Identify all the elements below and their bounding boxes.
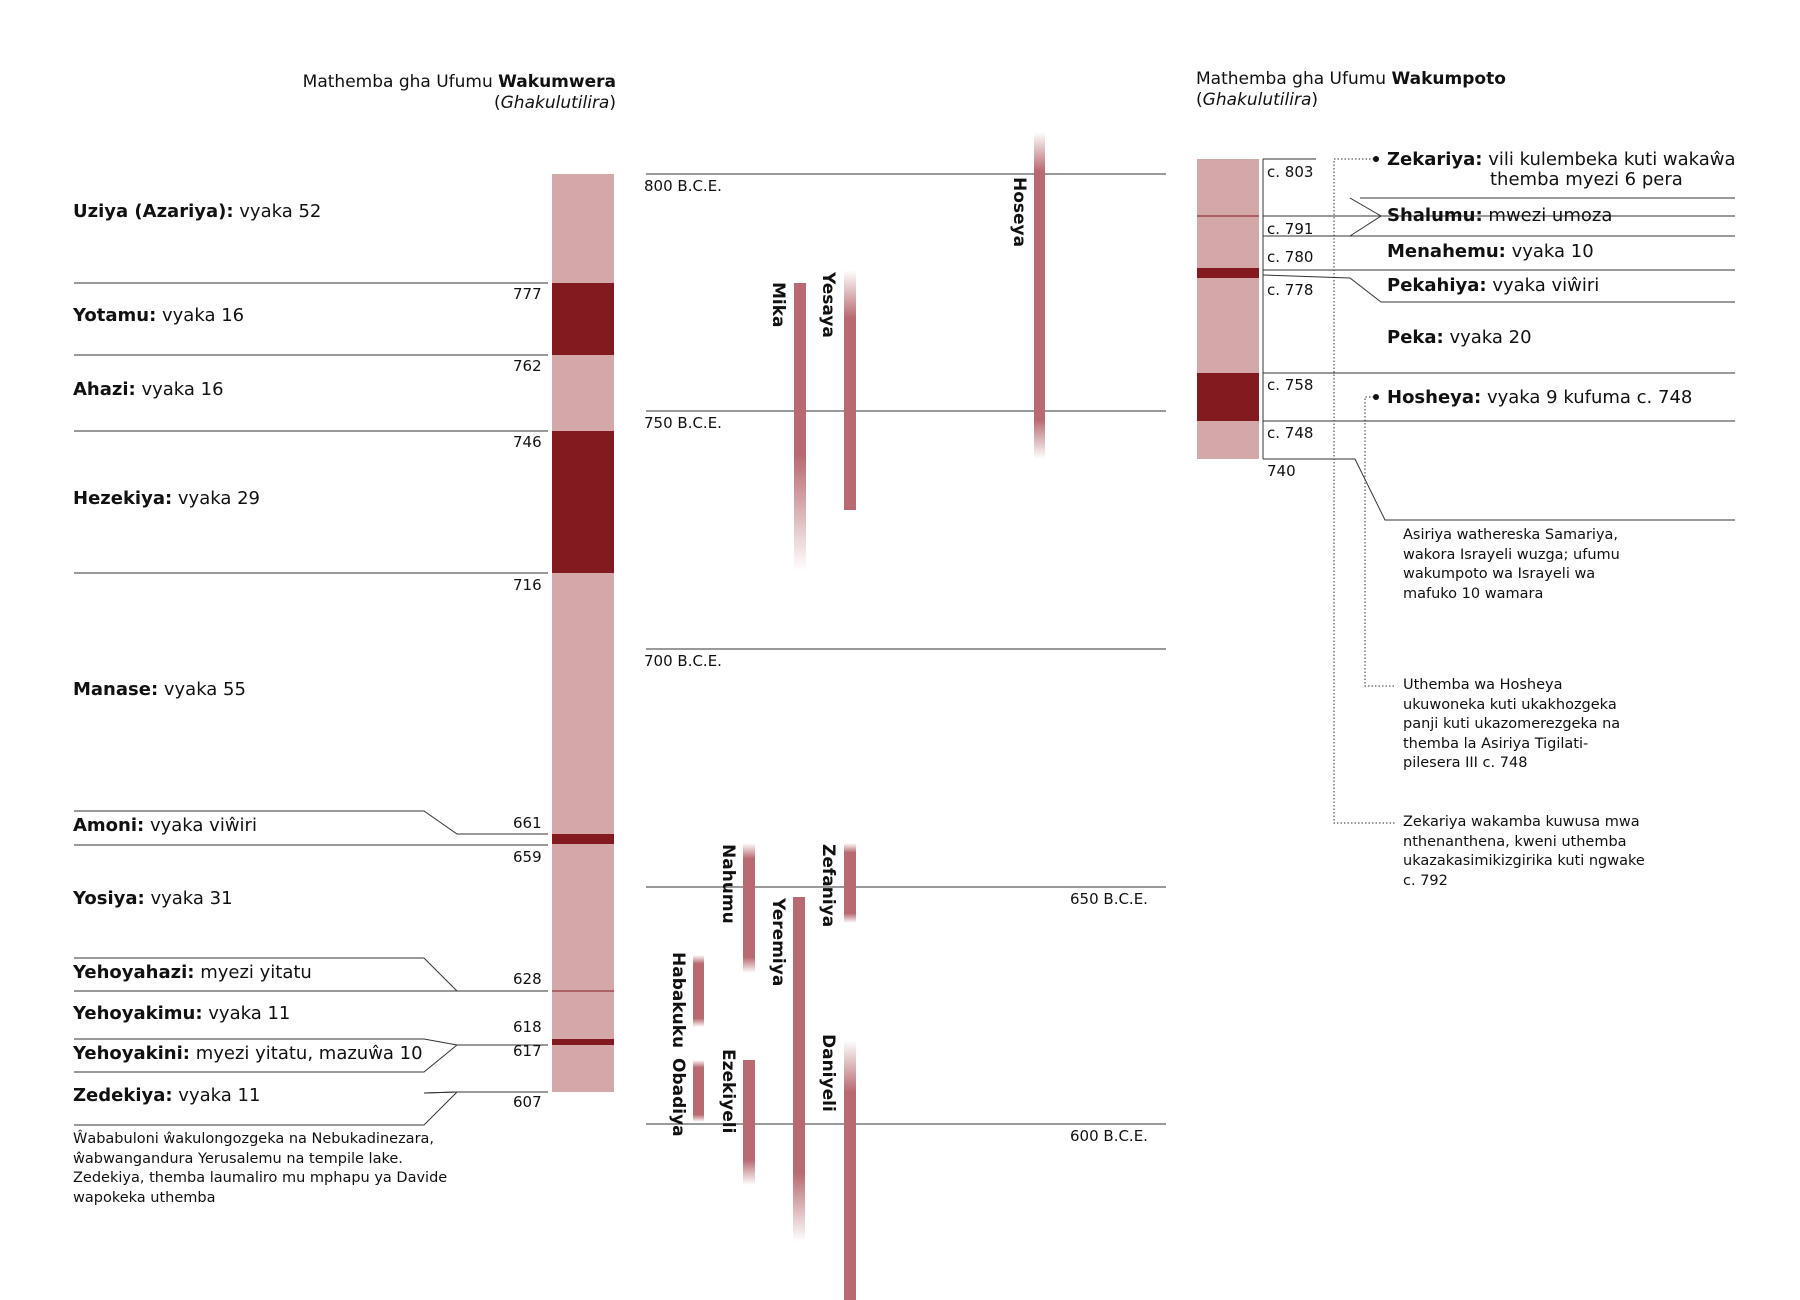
south-year: 746 xyxy=(513,433,542,451)
prophet-label: Mika xyxy=(768,282,788,328)
south-reign-bar xyxy=(552,174,614,1092)
north-year: c. 803 xyxy=(1267,163,1314,181)
south-subtitle-italic: Ghakulutilira xyxy=(500,93,610,113)
prophet-label: Hoseya xyxy=(1009,177,1029,248)
king-name: Yotamu: xyxy=(73,305,157,326)
zefaniya-bar xyxy=(844,843,856,923)
king-reign: vyaka 11 xyxy=(202,1003,291,1024)
north-king xyxy=(1387,205,1612,226)
north-year: c. 778 xyxy=(1267,281,1314,299)
north-subtitle-close: ) xyxy=(1311,90,1319,110)
obadiya-bar xyxy=(693,1060,704,1122)
mika-bar xyxy=(794,283,806,571)
south-year: 661 xyxy=(513,814,542,832)
era-label: 800 B.C.E. xyxy=(644,177,722,195)
prophet-bars xyxy=(693,132,1045,1300)
ezekiyeli-bar xyxy=(743,1060,755,1185)
king-name: Amoni: xyxy=(73,815,145,836)
south-king xyxy=(73,305,244,326)
north-subtitle-open: ( xyxy=(1196,90,1203,110)
north-king xyxy=(1387,241,1594,262)
king-name: Hezekiya: xyxy=(73,488,173,509)
south-king xyxy=(73,201,321,222)
south-title-prefix: Mathemba gha Ufumu xyxy=(302,72,499,92)
king-reign: vyaka 10 xyxy=(1505,241,1594,262)
north-king xyxy=(1387,149,1736,170)
north-note-zekariya: Zekariya wakamba kuwusa mwa nthenanthena, kweni uthemba ukazakasimikizgirika kuti ngwake c. 792 xyxy=(1403,814,1645,889)
king-reign: vyaka 20 xyxy=(1443,327,1532,348)
south-king xyxy=(73,815,257,836)
north-year: c. 748 xyxy=(1267,424,1314,442)
king-reign: vyaka viŵiri xyxy=(1486,275,1600,296)
north-king xyxy=(1387,327,1532,348)
king-name: Hosheya: xyxy=(1387,387,1482,408)
king-name: Yehoyakini: xyxy=(73,1043,190,1064)
king-name: Zedekiya: xyxy=(73,1085,173,1106)
north-title xyxy=(1196,69,1506,111)
king-name: Uziya (Azariya): xyxy=(73,201,234,222)
prophet-label: Yesaya xyxy=(818,272,838,338)
north-note-hosheya: Uthemba wa Hosheya ukuwoneka kuti ukakhozgeka panji kuti ukazomerezgeka na themba la Asiriya Tigilati-pilesera III c. 748 xyxy=(1403,677,1621,771)
king-reign: vyaka 16 xyxy=(156,305,245,326)
era-label: 700 B.C.E. xyxy=(644,652,722,670)
prophet-label: Habakuku xyxy=(668,952,688,1049)
king-reign: mwezi umoza xyxy=(1482,205,1613,226)
prophet-label: Yeremiya xyxy=(768,898,788,987)
king-name: Yehoyakimu: xyxy=(73,1003,203,1024)
north-note-fall-samaria: Asiriya wathereska Samariya, wakora Israyeli wuzga; ufumu wakumpoto wa Israyeli wa mafuko 10 wamara xyxy=(1403,527,1620,602)
era-label: 600 B.C.E. xyxy=(1070,1127,1148,1145)
north-title-prefix: Mathemba gha Ufumu xyxy=(1196,69,1392,89)
north-king-reign-line2: themba myezi 6 pera xyxy=(1490,169,1683,190)
south-year: 617 xyxy=(513,1042,542,1060)
south-year: 607 xyxy=(513,1093,542,1111)
north-dotted-connectors xyxy=(1334,159,1395,823)
south-king xyxy=(73,962,312,983)
south-year: 777 xyxy=(513,285,542,303)
king-name: Yosiya: xyxy=(73,888,145,909)
south-king xyxy=(73,1043,423,1064)
north-year: c. 758 xyxy=(1267,376,1314,394)
south-year: 716 xyxy=(513,576,542,594)
king-reign: myezi yitatu, mazuŵa 10 xyxy=(189,1043,423,1064)
king-name: Menahemu: xyxy=(1387,241,1506,262)
king-reign: myezi yitatu xyxy=(194,962,312,983)
zekariya-dot xyxy=(1373,156,1379,162)
king-reign: vyaka 31 xyxy=(144,888,233,909)
king-reign: vyaka 52 xyxy=(233,201,322,222)
era-label: 750 B.C.E. xyxy=(644,414,722,432)
king-name: Pekahiya: xyxy=(1387,275,1487,296)
prophet-label: Daniyeli xyxy=(818,1034,838,1112)
prophet-label: Nahumu xyxy=(718,844,738,924)
south-subtitle-close: ) xyxy=(609,93,616,113)
south-subtitle-open: ( xyxy=(493,93,501,113)
south-year: 659 xyxy=(513,848,542,866)
south-king xyxy=(73,1085,260,1106)
prophet-label: Ezekiyeli xyxy=(718,1049,738,1134)
south-title-bold: Wakumwera xyxy=(498,72,616,92)
hosheya-dot xyxy=(1373,394,1379,400)
north-title-bold: Wakumpoto xyxy=(1391,69,1506,89)
south-king xyxy=(73,379,224,400)
king-reign: vyaka 16 xyxy=(135,379,224,400)
south-king xyxy=(73,488,260,509)
king-name: Ahazi: xyxy=(73,379,136,400)
king-reign: vili kulembeka kuti wakaŵa xyxy=(1482,149,1736,170)
yesaya-bar xyxy=(844,270,856,510)
king-name: Manase: xyxy=(73,679,159,700)
south-king xyxy=(73,888,233,909)
king-reign: vyaka 55 xyxy=(158,679,246,700)
south-title xyxy=(303,72,616,114)
king-name: Peka: xyxy=(1387,327,1444,348)
south-king xyxy=(73,679,246,700)
king-reign: vyaka 9 kufuma c. 748 xyxy=(1481,387,1693,408)
habakuku-bar xyxy=(693,955,704,1027)
north-year: c. 791 xyxy=(1267,220,1314,238)
yeremiya-bar xyxy=(793,897,805,1242)
south-king xyxy=(73,1003,290,1024)
era-lines xyxy=(646,174,1166,1124)
king-name: Yehoyahazi: xyxy=(73,962,195,983)
north-year: 740 xyxy=(1267,462,1296,480)
daniyeli-bar xyxy=(844,1040,856,1300)
north-year: c. 780 xyxy=(1267,248,1314,266)
prophet-label: Zefaniya xyxy=(818,844,838,928)
south-year: 762 xyxy=(513,357,542,375)
king-reign: vyaka 11 xyxy=(172,1085,261,1106)
king-reign: vyaka viŵiri xyxy=(144,815,257,836)
north-king xyxy=(1387,275,1599,296)
south-year: 618 xyxy=(513,1018,542,1036)
north-king xyxy=(1387,387,1692,408)
south-note: Ŵababuloni ŵakulongozgeka na Nebukadinezara, ŵabwangandura Yerusalemu na tempile lake. Zedekiya, themba laumaliro mu mphapu ya Davide wapokeka uthemba xyxy=(73,1131,448,1206)
north-reign-bar xyxy=(1197,159,1259,459)
king-name: Zekariya: xyxy=(1387,149,1483,170)
north-subtitle-italic: Ghakulutilira xyxy=(1202,90,1312,110)
hoseya-bar xyxy=(1034,132,1045,459)
nahumu-bar xyxy=(743,843,755,973)
king-name: Shalumu: xyxy=(1387,205,1483,226)
prophet-label: Obadiya xyxy=(668,1058,688,1137)
era-label: 650 B.C.E. xyxy=(1070,890,1148,908)
king-reign: vyaka 29 xyxy=(172,488,261,509)
south-year: 628 xyxy=(513,970,542,988)
